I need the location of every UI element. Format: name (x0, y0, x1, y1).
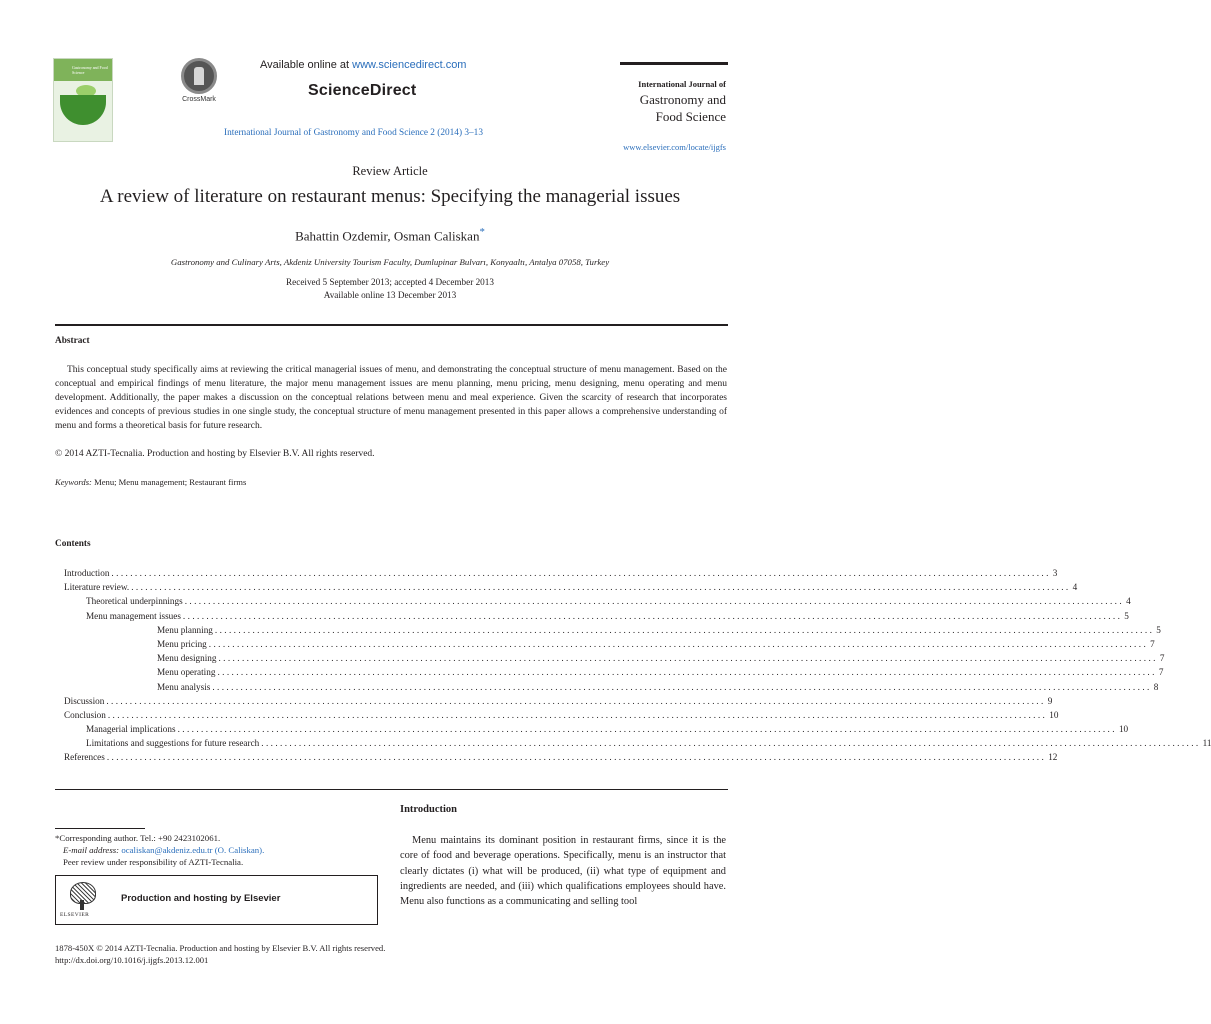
email-note (63, 845, 264, 855)
doi-link[interactable]: http://dx.doi.org/10.1016/j.ijgfs.2013.12.001 (55, 955, 209, 965)
keywords-label: Keywords: (55, 477, 92, 487)
toc-leader: ........................................................................................................................................................................................................ (177, 724, 1117, 735)
toc-label: Theoretical underpinnings (86, 596, 183, 607)
toc-leader: ........................................................................................................................................................................................................ (218, 653, 1158, 664)
introduction-body (400, 833, 726, 909)
toc-page: 7 (1159, 653, 1165, 664)
abstract-text: This conceptual study specifically aims at reviewing the critical managerial issues of menu, and demonstrating the conceptual structure of menu management. Based on the conceptual and empirical findings of menu literature, the major menu management issues are menu planning, menu pricing, menu designing, menu operating and menu development. Additionally, the paper makes a discussion on the conceptual relations between menu and meal experience. Given the scarcity of research that incorporates evidences and concepts of previous studies in one single study, the conceptual structure of menu management presented in this paper allows a comprehensive understanding of menu and forms a theoretical basis for future research. (55, 365, 727, 431)
toc-label: References (64, 752, 105, 763)
toc-item-theoretical-underpinnings[interactable] (64, 594, 1131, 608)
article-type: Review Article (352, 164, 428, 178)
contents-bottom-rule (55, 789, 728, 790)
toc-item-menu-operating[interactable] (64, 665, 1164, 679)
toc-page: 10 (1118, 724, 1129, 735)
journal-citation-link[interactable]: International Journal of Gastronomy and Food Science 2 (2014) 3–13 (224, 128, 483, 138)
toc-item-literature-review[interactable] (64, 580, 1078, 594)
toc-leader: ........................................................................................................................................................................................................ (261, 738, 1201, 749)
elsevier-production-box (55, 875, 378, 925)
cover-title: Gastronomy and Food Science (72, 65, 108, 75)
toc-item-menu-designing[interactable] (64, 651, 1165, 665)
journal-cover-image (53, 58, 113, 142)
abstract-top-rule (55, 324, 728, 326)
toc-page: 5 (1124, 610, 1129, 621)
toc-item-limitations[interactable] (64, 736, 1211, 750)
toc-label: Introduction (64, 568, 110, 578)
toc-item-introduction[interactable] (64, 566, 1058, 580)
toc-label: Limitations and suggestions for future research (86, 738, 260, 749)
abstract-body (55, 363, 727, 433)
toc-item-menu-planning[interactable] (64, 623, 1161, 637)
toc-leader: ........................................................................................................................................................................................................ (111, 568, 1051, 578)
toc-leader: ........................................................................................................................................................................................................ (217, 667, 1157, 678)
footnote-rule (55, 828, 145, 829)
toc-page: 8 (1153, 681, 1159, 692)
available-online-date: Available online 13 December 2013 (323, 290, 457, 300)
toc-leader: ........................................................................................................................................................................................................ (212, 681, 1152, 692)
available-online-text: Available online at (260, 59, 353, 71)
toc-leader: ........................................................................................................................................................................................................ (131, 582, 1071, 593)
journal-title-prefix: International Journal of (638, 79, 726, 89)
production-hosting-text: Production and hosting by Elsevier (121, 893, 281, 904)
toc-item-menu-pricing[interactable] (64, 637, 1155, 651)
corresponding-author-mark[interactable]: * (479, 226, 485, 238)
toc-label: Managerial implications (86, 724, 176, 735)
toc-leader: ........................................................................................................................................................................................................ (182, 610, 1123, 621)
toc-page: 10 (1049, 709, 1059, 720)
toc-label: Menu operating (157, 667, 216, 678)
email-name: (O. Caliskan). (214, 845, 265, 855)
toc-item-discussion[interactable] (64, 694, 1053, 708)
toc-page: 7 (1158, 667, 1164, 678)
toc-label: Menu analysis (157, 681, 211, 692)
contents-heading: Contents (55, 539, 91, 549)
keywords-list: Menu; Menu management; Restaurant firms (91, 477, 247, 487)
toc-label: Menu designing (157, 653, 217, 664)
toc-page: 11 (1202, 738, 1211, 749)
crossmark-icon (181, 58, 217, 94)
toc-item-menu-management-issues[interactable] (64, 609, 1129, 623)
introduction-text: Menu maintains its dominant position in restaurant firms, since it is the core of food and beverage operations. Specifically, menu is an instructor that clearly dictates (i) what will be produced, (ii) what type of equipment and ingredients are needed, and (iii) which qualifications employees should have. Menu also functions as a communicating and selling tool (400, 835, 726, 908)
toc-page: 3 (1052, 568, 1058, 578)
toc-leader: ........................................................................................................................................................................................................ (184, 596, 1125, 607)
issn-copyright: 1878-450X © 2014 AZTI-Tecnalia. Production and hosting by Elsevier B.V. All rights reserved. (55, 943, 386, 953)
keywords (55, 477, 246, 487)
sciencedirect-logo: ScienceDirect (308, 82, 417, 99)
available-online-line (260, 59, 466, 71)
journal-title-rule (620, 62, 728, 65)
toc-page: 9 (1047, 695, 1053, 706)
toc-label: Menu pricing (157, 638, 207, 649)
abstract-copyright: © 2014 AZTI-Tecnalia. Production and hosting by Elsevier B.V. All rights reserved. (55, 449, 375, 459)
toc-leader: ........................................................................................................................................................................................................ (106, 752, 1047, 763)
corresponding-author-note: *Corresponding author. Tel.: +90 2423102061. (55, 833, 221, 843)
elsevier-tree-icon (68, 882, 96, 910)
toc-item-menu-analysis[interactable] (64, 680, 1159, 694)
journal-title-line1: Gastronomy and (639, 92, 726, 107)
toc-leader: ........................................................................................................................................................................................................ (208, 638, 1149, 649)
toc-page: 7 (1150, 638, 1155, 649)
received-dates: Received 5 September 2013; accepted 4 December 2013 (286, 277, 494, 287)
table-of-contents (64, 566, 1211, 765)
toc-label: Conclusion (64, 709, 106, 720)
author-list (0, 226, 780, 244)
abstract-heading: Abstract (55, 336, 90, 346)
article-title: A review of literature on restaurant menus: Specifying the managerial issues (99, 186, 681, 207)
journal-url-link[interactable]: www.elsevier.com/locate/ijgfs (623, 142, 726, 152)
toc-leader: ........................................................................................................................................................................................................ (107, 709, 1048, 720)
toc-label: Literature review. (64, 582, 130, 593)
crossmark-label: CrossMark (182, 96, 216, 103)
authors-text: Bahattin Ozdemir, Osman Caliskan (295, 228, 480, 244)
toc-item-managerial-implications[interactable] (64, 722, 1129, 736)
toc-label: Menu management issues (86, 610, 181, 621)
affiliation: Gastronomy and Culinary Arts, Akdeniz University Tourism Faculty, Dumlupinar Bulvarı, Konyaaltı, Antalya 07058, Turkey (170, 257, 610, 267)
toc-page: 4 (1072, 582, 1078, 593)
toc-label: Discussion (64, 695, 105, 706)
toc-page: 4 (1126, 596, 1131, 607)
toc-page: 5 (1156, 624, 1161, 635)
toc-item-conclusion[interactable] (64, 708, 1059, 722)
journal-title-line2: Food Science (655, 109, 726, 124)
toc-leader: ........................................................................................................................................................................................................ (106, 695, 1046, 706)
email-link[interactable]: ocaliskan@akdeniz.edu.tr (121, 845, 213, 855)
crossmark-badge[interactable] (177, 58, 221, 108)
elsevier-logo-text: ELSEVIER (60, 912, 90, 918)
toc-item-references[interactable] (64, 750, 1058, 764)
introduction-heading: Introduction (400, 804, 457, 815)
sciencedirect-link[interactable]: www.sciencedirect.com (352, 59, 467, 71)
peer-review-note: Peer review under responsibility of AZTI-Tecnalia. (63, 857, 244, 867)
toc-label: Menu planning (157, 624, 213, 635)
toc-page: 12 (1048, 752, 1058, 763)
toc-leader: ........................................................................................................................................................................................................ (214, 624, 1155, 635)
email-label: E-mail address: (63, 845, 120, 855)
